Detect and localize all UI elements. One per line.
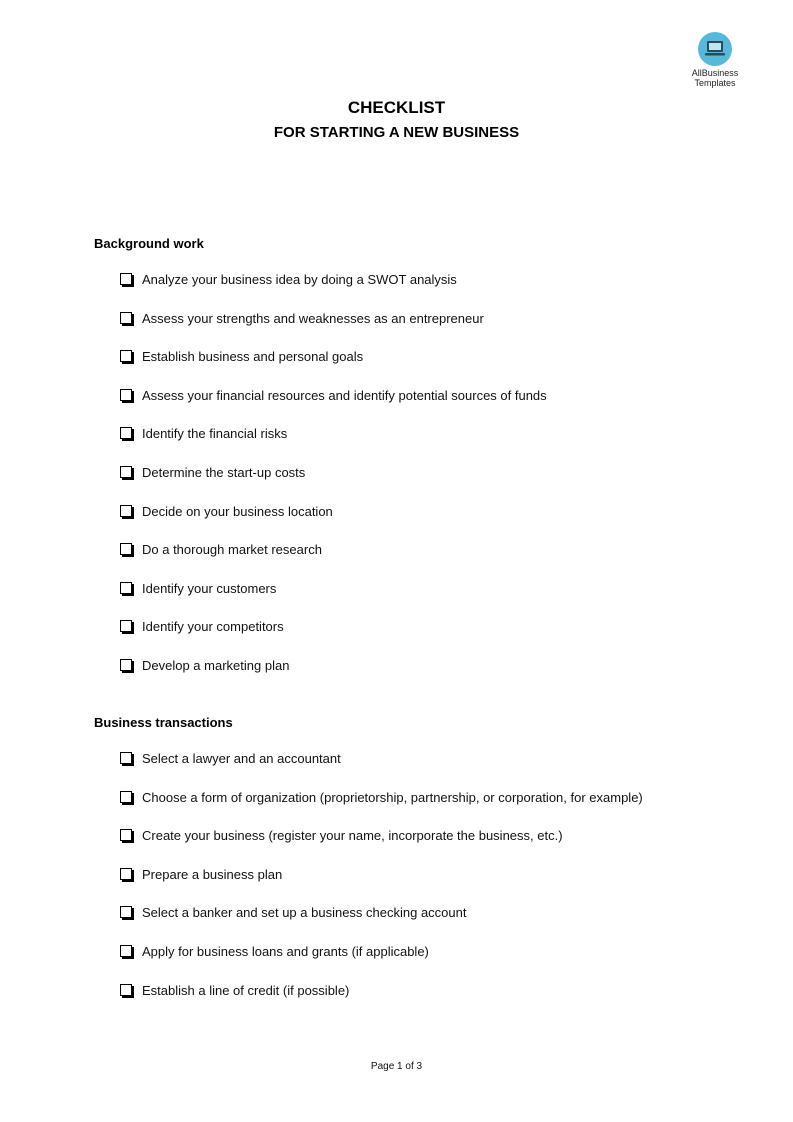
checkbox[interactable] [120,984,132,996]
checkbox[interactable] [120,427,132,439]
allbusiness-templates-logo [680,32,750,88]
checklist-item [120,348,547,387]
checklist-item [120,310,547,349]
checklist-item [120,657,547,696]
checklist-item-text: Determine the start-up costs [142,464,306,480]
checklist-item [120,750,643,789]
checkbox[interactable] [120,945,132,957]
business-transactions-checklist [120,750,643,1020]
checkbox[interactable] [120,829,132,841]
checklist-item-text: Assess your strengths and weaknesses as an entrepreneur [142,310,484,326]
laptop-icon [698,32,732,66]
checklist-item-text: Establish a line of credit (if possible) [142,982,350,998]
checkbox[interactable] [120,543,132,555]
checklist-item-text: Analyze your business idea by doing a SWOT analysis [142,272,457,287]
checkbox[interactable] [120,791,132,803]
checklist-item [120,541,547,580]
checklist-item [120,618,547,657]
checklist-item-text: Create your business (register your name, incorporate the business, etc.) [142,828,563,844]
checklist-item-text: Identify the financial risks [142,426,288,442]
checklist-item [120,904,643,943]
checkbox[interactable] [120,389,132,401]
checklist-item [120,387,547,426]
checklist-item [120,503,547,542]
checkbox[interactable] [120,752,132,764]
checklist-item-text: Identify your competitors [142,619,284,635]
checkbox[interactable] [120,350,132,362]
checklist-item-text: Establish business and personal goals [142,349,364,365]
checklist-item [120,827,643,866]
logo-text-line1: AllBusiness [691,68,739,78]
section-heading-business-transactions: Business transactions [94,715,233,730]
checklist-item-text: Prepare a business plan [142,866,283,882]
checklist-item-text: Apply for business loans and grants (if applicable) [142,943,429,959]
checklist-item [120,425,547,464]
checklist-item [120,789,643,828]
logo-text-line2: Templates [694,78,736,88]
checklist-item-text: Identify your customers [142,580,277,596]
checkbox[interactable] [120,906,132,918]
checklist-item [120,866,643,905]
checklist-item-text: Select a lawyer and an accountant [142,751,341,766]
checkbox[interactable] [120,312,132,324]
checklist-item-text: Do a thorough market research [142,542,322,558]
checklist-item [120,943,643,982]
checkbox[interactable] [120,620,132,632]
section-heading-background-work: Background work [94,236,204,251]
checkbox[interactable] [120,273,132,285]
checkbox[interactable] [120,659,132,671]
checklist-item-text: Decide on your business location [142,503,333,519]
checklist-item-text: Develop a marketing plan [142,657,290,673]
checklist-item [120,982,643,1021]
page-number-footer: Page 1 of 3 [370,1061,423,1072]
checklist-item-text: Select a banker and set up a business checking account [142,905,467,921]
checklist-item [120,271,547,310]
checkbox[interactable] [120,466,132,478]
checkbox[interactable] [120,868,132,880]
checklist-item [120,464,547,503]
background-work-checklist [120,271,547,696]
checklist-item-text: Assess your financial resources and identify potential sources of funds [142,387,547,403]
checklist-item-text: Choose a form of organization (proprietorship, partnership, or corporation, for example) [142,789,643,805]
page-subtitle: FOR STARTING A NEW BUSINESS [273,124,520,141]
checkbox[interactable] [120,505,132,517]
checkbox[interactable] [120,582,132,594]
checklist-item [120,580,547,619]
page-title: CHECKLIST [347,98,446,117]
